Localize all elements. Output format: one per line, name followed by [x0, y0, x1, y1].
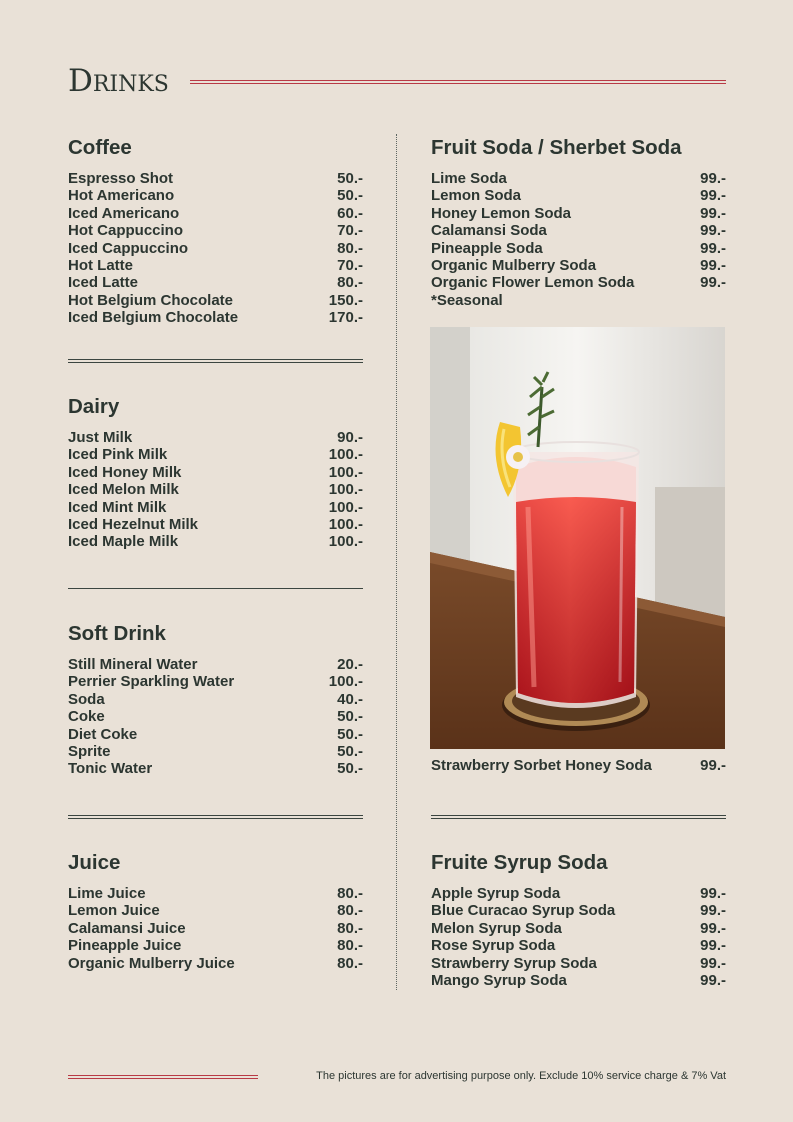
item-price: 50.- — [337, 170, 363, 187]
item-name: Calamansi Soda — [431, 222, 547, 240]
menu-item — [68, 760, 363, 777]
menu-item — [68, 205, 363, 222]
menu-item — [68, 481, 363, 498]
item-price: 99.- — [700, 885, 726, 902]
menu-item — [68, 187, 363, 204]
item-name: Rose Syrup Soda — [431, 937, 556, 955]
item-price: 80.- — [337, 902, 363, 920]
menu-item — [68, 309, 363, 326]
item-name: Sprite — [68, 743, 111, 761]
menu-item — [431, 920, 726, 937]
menu-item — [68, 902, 363, 919]
menu-item — [68, 726, 363, 743]
section-title: Fruite Syrup Soda — [431, 851, 608, 874]
section-featured — [431, 757, 726, 774]
item-price: 40.- — [337, 690, 363, 708]
item-price: 99.- — [700, 257, 726, 275]
item-name: Iced Melon Milk — [68, 481, 179, 499]
menu-item — [68, 691, 363, 708]
item-list — [431, 170, 726, 292]
item-price: 100.- — [328, 463, 363, 481]
item-price: 99.- — [700, 757, 726, 774]
item-name: Organic Flower Lemon Soda — [431, 274, 635, 292]
menu-item — [68, 516, 363, 533]
item-list — [68, 429, 363, 551]
item-price: 70.- — [337, 222, 363, 240]
item-name: Iced Maple Milk — [68, 533, 179, 551]
section-coffee — [68, 134, 363, 327]
item-price: 99.- — [700, 937, 726, 955]
footer-rule — [68, 1075, 258, 1079]
item-price: 100.- — [328, 533, 363, 551]
item-name: Diet Coke — [68, 725, 138, 743]
section-separator — [431, 815, 726, 819]
item-name: Strawberry Sorbet Honey Soda — [431, 757, 652, 774]
menu-item — [68, 920, 363, 937]
title-rule — [190, 80, 726, 84]
item-name: Hot Cappuccino — [68, 222, 183, 240]
item-price: 99.- — [700, 274, 726, 292]
item-price: 99.- — [700, 239, 726, 257]
item-price: 99.- — [700, 972, 726, 990]
menu-item — [68, 429, 363, 446]
menu-item — [431, 240, 726, 257]
menu-item — [68, 708, 363, 725]
menu-item — [68, 292, 363, 309]
item-price: 170.- — [328, 309, 363, 327]
item-price: 80.- — [337, 937, 363, 955]
item-list — [68, 885, 363, 972]
menu-item — [431, 187, 726, 204]
section-title: Soft Drink — [68, 622, 166, 645]
menu-item — [68, 464, 363, 481]
menu-item — [68, 274, 363, 291]
item-price: 99.- — [700, 204, 726, 222]
item-price: 50.- — [337, 725, 363, 743]
item-name: Soda — [68, 690, 105, 708]
item-name: Pineapple Juice — [68, 937, 182, 955]
menu-item — [431, 170, 726, 187]
item-price: 100.- — [328, 446, 363, 464]
item-name: Iced Belgium Chocolate — [68, 309, 239, 327]
footer-disclaimer: The pictures are for advertising purpose only. Exclude 10% service charge & 7% Vat — [316, 1070, 726, 1082]
item-name: Hot Latte — [68, 257, 133, 275]
item-name: Lime Soda — [431, 170, 507, 187]
item-list — [431, 757, 726, 774]
section-title: Dairy — [68, 395, 120, 418]
item-price: 80.- — [337, 239, 363, 257]
item-price: 80.- — [337, 885, 363, 902]
menu-item — [68, 446, 363, 463]
menu-item — [431, 955, 726, 972]
section-juice — [68, 849, 363, 972]
menu-item — [68, 170, 363, 187]
item-price: 99.- — [700, 222, 726, 240]
item-price: 99.- — [700, 954, 726, 972]
item-name: Iced Mint Milk — [68, 498, 167, 516]
item-name: Tonic Water — [68, 760, 153, 778]
menu-item — [68, 743, 363, 760]
section-separator — [68, 359, 363, 363]
item-price: 50.- — [337, 187, 363, 205]
menu-item — [431, 972, 726, 989]
menu-item — [68, 673, 363, 690]
item-name: Iced Americano — [68, 204, 180, 222]
item-price: 100.- — [328, 498, 363, 516]
item-name: Organic Mulberry Soda — [431, 257, 597, 275]
item-name: Melon Syrup Soda — [431, 919, 562, 937]
section-fruit-soda — [431, 134, 726, 309]
item-price: 50.- — [337, 743, 363, 761]
item-name: Perrier Sparkling Water — [68, 673, 235, 691]
menu-item — [431, 902, 726, 919]
item-price: 90.- — [337, 429, 363, 446]
item-price: 100.- — [328, 516, 363, 534]
menu-item — [68, 240, 363, 257]
menu-item — [68, 222, 363, 239]
column-divider — [396, 134, 397, 990]
item-list — [68, 170, 363, 327]
section-separator — [68, 815, 363, 819]
item-name: Iced Honey Milk — [68, 463, 182, 481]
item-name: Honey Lemon Soda — [431, 204, 572, 222]
section-title: Juice — [68, 851, 121, 874]
item-price: 150.- — [328, 291, 363, 309]
item-name: Iced Cappuccino — [68, 239, 189, 257]
item-price: 70.- — [337, 257, 363, 275]
menu-item — [68, 656, 363, 673]
item-name: Iced Pink Milk — [68, 446, 168, 464]
item-name: Blue Curacao Syrup Soda — [431, 902, 616, 920]
menu-item — [431, 205, 726, 222]
iced-red-soda-drink-icon — [430, 327, 725, 749]
item-name: Strawberry Syrup Soda — [431, 954, 597, 972]
menu-item — [68, 257, 363, 274]
section-dairy — [68, 393, 363, 551]
menu-item — [431, 757, 726, 774]
item-list — [68, 656, 363, 778]
item-name: Iced Hezelnut Milk — [68, 516, 199, 534]
menu-header — [68, 62, 726, 102]
item-price: 100.- — [328, 481, 363, 499]
page-title: Drinks — [68, 63, 169, 99]
section-syrup-soda — [431, 849, 726, 989]
item-name: Lemon Soda — [431, 187, 522, 205]
menu-item — [68, 885, 363, 902]
item-name: Iced Latte — [68, 274, 139, 292]
item-name: Pineapple Soda — [431, 239, 543, 257]
item-price: 80.- — [337, 919, 363, 937]
item-price: 60.- — [337, 204, 363, 222]
item-list — [431, 885, 726, 989]
item-price: 99.- — [700, 902, 726, 920]
menu-item — [68, 955, 363, 972]
section-title: Fruit Soda / Sherbet Soda — [431, 136, 682, 159]
item-name: Still Mineral Water — [68, 656, 198, 673]
section-separator — [68, 588, 363, 589]
section-title: Coffee — [68, 136, 132, 159]
item-name: Just Milk — [68, 429, 133, 446]
item-price: 20.- — [337, 656, 363, 673]
menu-item — [431, 257, 726, 274]
item-name: Mango Syrup Soda — [431, 972, 567, 990]
item-name: Organic Mulberry Juice — [68, 954, 235, 972]
item-price: 50.- — [337, 760, 363, 778]
menu-item — [68, 499, 363, 516]
item-name: Coke — [68, 708, 105, 726]
item-price: 50.- — [337, 708, 363, 726]
menu-item — [431, 937, 726, 954]
item-price: 100.- — [328, 673, 363, 691]
menu-item — [431, 885, 726, 902]
menu-item — [68, 937, 363, 954]
item-name: Espresso Shot — [68, 170, 174, 187]
item-price: 80.- — [337, 274, 363, 292]
item-name: Calamansi Juice — [68, 919, 186, 937]
item-price: 80.- — [337, 954, 363, 972]
menu-item — [431, 274, 726, 291]
menu-item — [431, 222, 726, 239]
item-name: Apple Syrup Soda — [431, 885, 561, 902]
item-price: 99.- — [700, 187, 726, 205]
item-name: Lemon Juice — [68, 902, 160, 920]
item-name: Lime Juice — [68, 885, 146, 902]
item-name: Hot Belgium Chocolate — [68, 291, 234, 309]
seasonal-note: *Seasonal — [431, 291, 503, 309]
item-price: 99.- — [700, 919, 726, 937]
item-name: Hot Americano — [68, 187, 175, 205]
menu-item — [68, 533, 363, 550]
section-soft-drink — [68, 620, 363, 778]
item-price: 99.- — [700, 170, 726, 187]
